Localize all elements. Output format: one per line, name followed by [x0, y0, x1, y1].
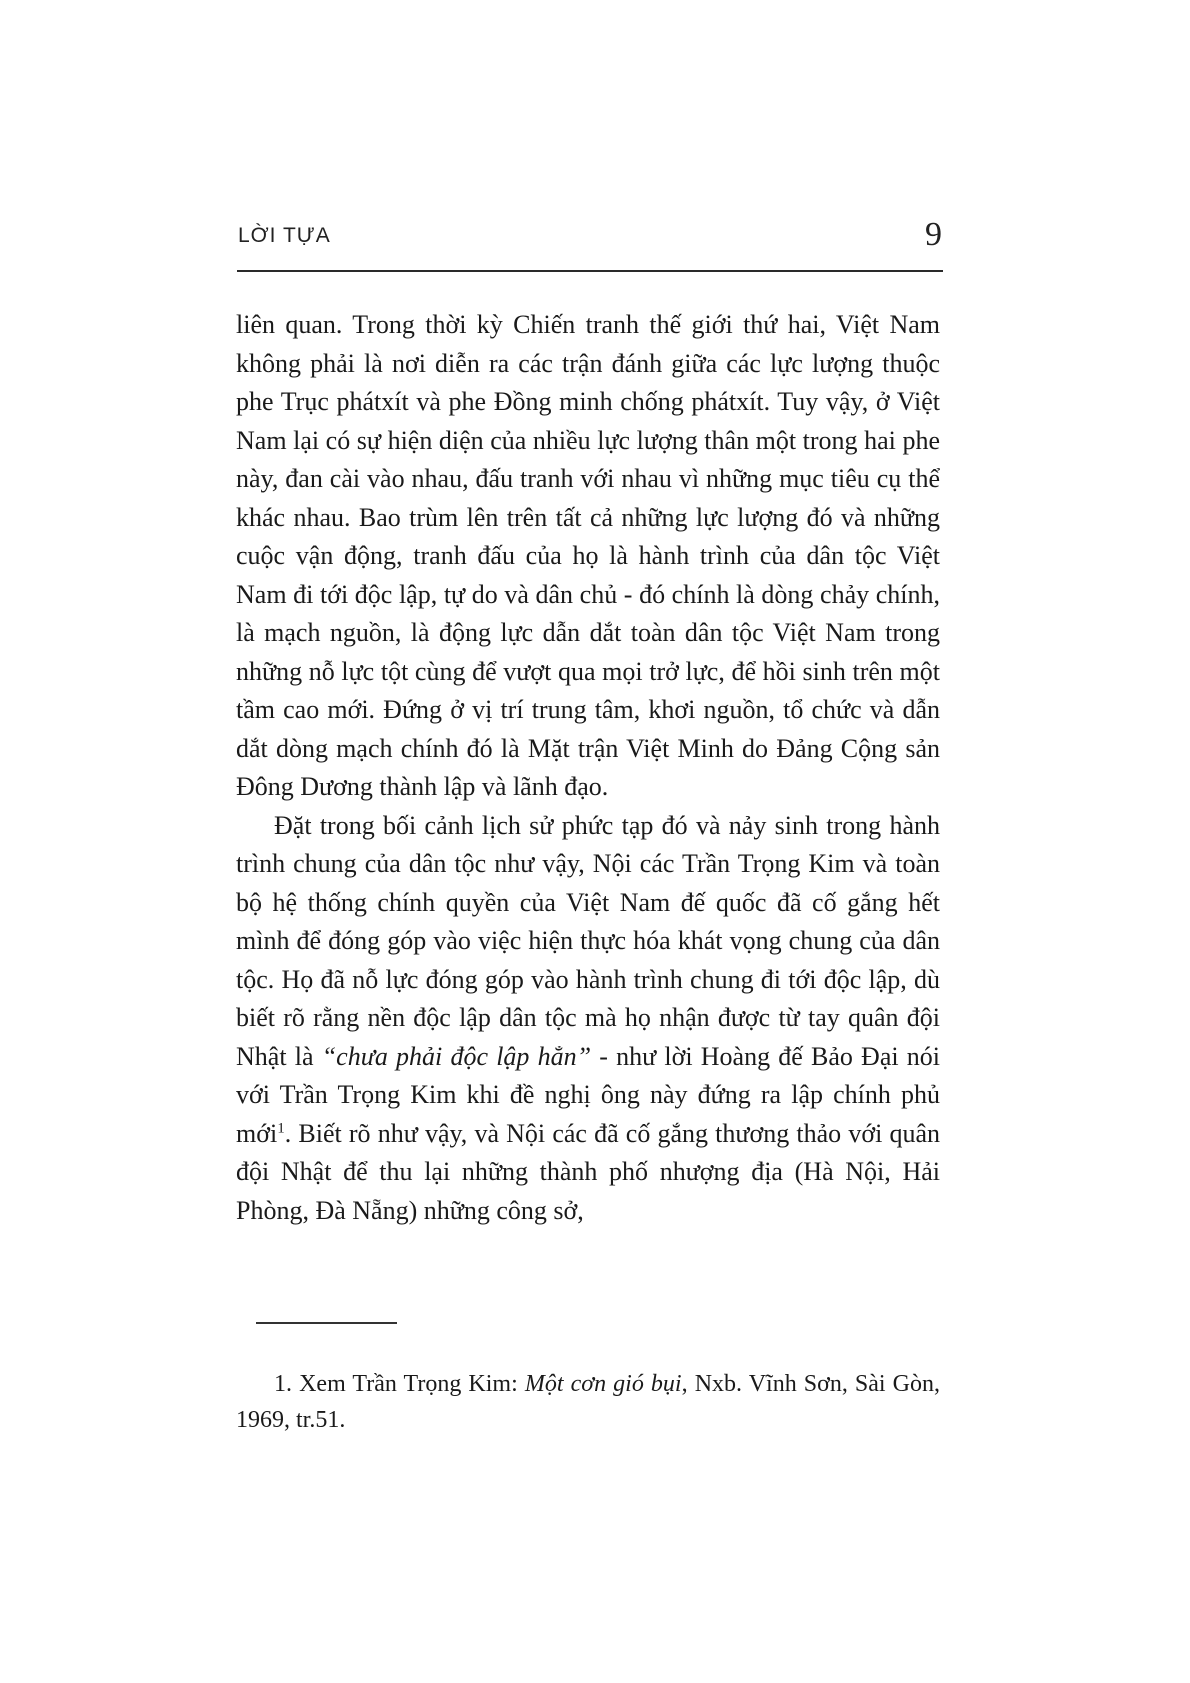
- running-head: LỜI TỰA: [238, 224, 331, 247]
- footnote: 1. Xem Trần Trọng Kim: Một cơn gió bụi, Nxb. Vĩnh Sơn, Sài Gòn, 1969, tr.51.: [236, 1371, 941, 1433]
- page-header: [238, 218, 942, 252]
- footnote-rule: [256, 1322, 397, 1324]
- page-number: 9: [925, 216, 942, 253]
- body-text: [236, 306, 940, 1230]
- paragraph: liên quan. Trong thời kỳ Chiến tranh thế giới thứ hai, Việt Nam không phải là nơi diễn ra các trận đánh giữa các lực lượng thuộc phe Trục phátxít và phe Đồng minh chống phátxít. Tuy vậy, ở Việt Nam lại có sự hiện diện của nhiều lực lượng thân một trong hai phe này, đan cài vào nhau, đấu tranh với nhau vì những mục tiêu cụ thể khác nhau. Bao trùm lên trên tất cả những lực lượng đó và những cuộc vận động, tranh đấu của họ là hành trình của dân tộc Việt Nam đi tới độc lập, tự do và dân chủ - đó chính là dòng chảy chính, là mạch nguồn, là động lực dẫn dắt toàn dân tộc Việt Nam trong những nỗ lực tột cùng để vượt qua mọi trở lực, để hồi sinh trên một tầm cao mới. Đứng ở vị trí trung tâm, khơi nguồn, tổ chức và dẫn dắt dòng mạch chính đó là Mặt trận Việt Minh do Đảng Cộng sản Đông Dương thành lập và lãnh đạo.: [236, 310, 940, 801]
- header-rule: [237, 270, 943, 272]
- paragraph: Đặt trong bối cảnh lịch sử phức tạp đó và nảy sinh trong hành trình chung của dân tộc như vậy, Nội các Trần Trọng Kim và toàn bộ hệ thống chính quyền của Việt Nam đế quốc đã cố gắng hết mình để đóng góp vào việc hiện thực hóa khát vọng chung của dân tộc. Họ đã nỗ lực đóng góp vào hành trình chung đi tới độc lập, dù biết rõ rằng nền độc lập dân tộc mà họ nhận được từ tay quân đội Nhật là “chưa phải độc lập hẳn” - như lời Hoàng đế Bảo Đại nói với Trần Trọng Kim khi đề nghị ông này đứng ra lập chính phủ mới$^1$. Biết rõ như vậy, và Nội các đã cố gắng thương thảo với quân đội Nhật để thu lại những thành phố nhượng địa (Hà Nội, Hải Phòng, Đà Nẵng) những công sở,: [236, 810, 940, 1225]
